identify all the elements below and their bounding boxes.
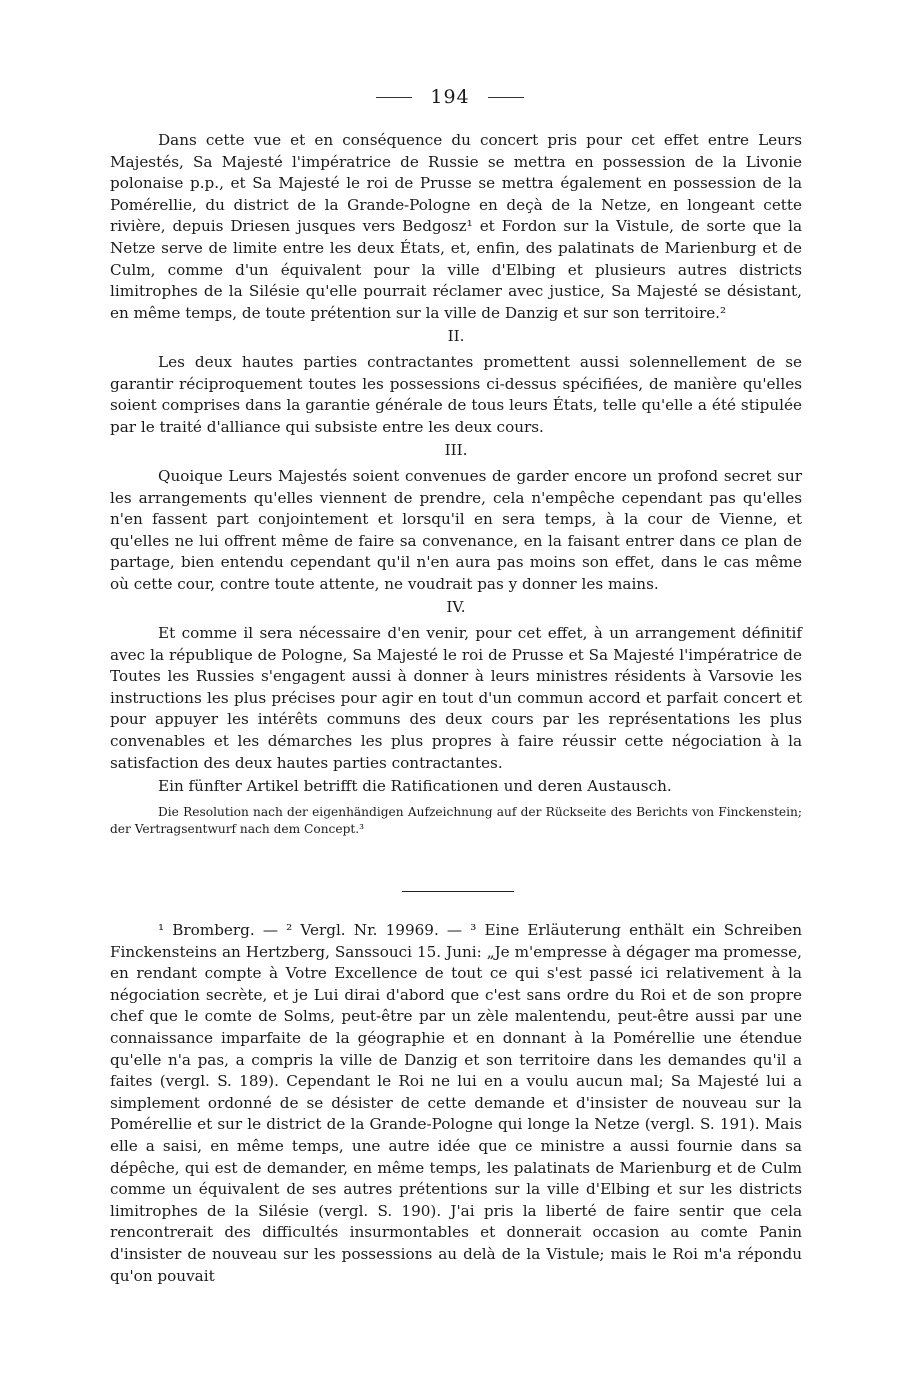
footnotes [110, 920, 802, 1287]
article-2-paragraph: Les deux hautes parties contractantes promettent aussi solennellement de se garantir réciproquement toutes les possessions ci-dessus spécifiées, de manière qu'elles soient comprises dans la garantie générale de tous leurs États, telle qu'elle a été stipulée par le traité d'alliance qui subsiste entre les deux cours. [110, 352, 802, 436]
article-1-paragraph: Dans cette vue et en conséquence du concert pris pour cet effet entre Leurs Majestés, Sa Majesté l'impératrice de Russie se mettra en possession de la Livonie polonaise p.p., et Sa Majesté le roi de Prusse se mettra également en possession de la Pomérellie, du district de la Grande-Pologne en deçà de la Netze, en longeant cette rivière, depuis Driesen jusques vers Bedgosz¹ et Fordon sur la Vistule, de sorte que la Netze serve de limite entre les deux États, et, enfin, des palatinats de Marienburg et de Culm, comme d'un équivalent pour la ville d'Elbing et plusieurs autres districts limitrophes de la Silésie qu'elle pourrait réclamer avec justice, Sa Majesté se désistant, en même temps, de toute prétention sur la ville de Danzig et sur son territoire.² [110, 131, 802, 322]
source-note: Die Resolution nach der eigenhändigen Aufzeichnung auf der Rückseite des Berichts von Finckenstein; der Vertragsentwurf nach dem Concept.³ [110, 804, 802, 836]
header-rule-right [488, 97, 524, 98]
article-3-paragraph: Quoique Leurs Majestés soient convenues de garder encore un profond secret sur les arrangements qu'elles viennent de prendre, cela n'empêche cependant pas qu'elles n'en fassent part conjointement et lorsqu'il en sera temps, à la cour de Vienne, et qu'elles ne lui offrent même de faire sa convenance, en la faisant entrer dans ce plan de partage, bien entendu cependant qu'il n'en aura pas moins son effet, dans le cas même où cette cour, contre toute attente, ne voudrait pas y donner les mains. [110, 466, 802, 593]
article-4-paragraph: Et comme il sera nécessaire d'en venir, pour cet effet, à un arrangement définitif avec la république de Pologne, Sa Majesté le roi de Prusse et Sa Majesté l'impératrice de Toutes les Russies s'engagent aussi à donner à leurs ministres résidents à Varsovie les instructions les plus précises pour agir en tout d'un commun accord et parfait concert et pour appuyer les intérêts communs des deux cours par les représentations les plus convenables et les démarches les plus propres à faire réussir cette négociation à la satisfaction des deux hautes parties contractantes. [110, 624, 802, 772]
page-header [0, 86, 900, 108]
fifth-article-note: Ein fünfter Artikel betrifft die Ratificationen und deren Austausch. [158, 777, 672, 796]
main-text [110, 130, 802, 838]
footnote-separator [402, 891, 514, 892]
article-3-heading: III. [444, 441, 468, 460]
article-2-heading: II. [447, 327, 465, 346]
page-number: 194 [430, 86, 470, 108]
article-4-heading: IV. [446, 598, 466, 617]
header-rule-left [376, 97, 412, 98]
footnote-text: ¹ Bromberg. — ² Vergl. Nr. 19969. — ³ Eine Erläuterung enthält ein Schreiben Finckensteins an Hertzberg, Sanssouci 15. Juni: „Je m'empresse à dégager ma promesse, en rendant compte à Votre Excellence de tout ce qui s'est passé ici relativement à la négociation secrète, et je Lui dirai d'abord que c'est sans ordre du Roi et de son propre chef que le comte de Solms, peut-être par un zèle malentendu, peut-être aussi par une connaissance imparfaite de la géographie et en donnant à la Pomérellie une étendue qu'elle n'a pas, a compris la ville de Danzig et son territoire dans les demandes qu'il a faites (vergl. S. 189). Cependant le Roi ne lui en a voulu aucun mal; Sa Majesté lui a simplement ordonné de se désister de cette demande et d'insister de nouveau sur la Pomérellie et sur le district de la Grande-Pologne qui longe la Netze (vergl. S. 191). Mais elle a saisi, en même temps, une autre idée que ce ministre a aussi fournie dans sa dépêche, qui est de demander, en même temps, les palatinats de Marienburg et de Culm comme un équivalent de ses autres prétentions sur la ville d'Elbing et sur les districts limitrophes de la Silésie (vergl. S. 190). J'ai pris la liberté de faire sentir que cela rencontrerait des difficultés insurmontables et donnerait occasion au comte Panin d'insister de nouveau sur les possessions au delà de la Vistule; mais le Roi m'a répondu qu'on pouvait [110, 921, 802, 1285]
